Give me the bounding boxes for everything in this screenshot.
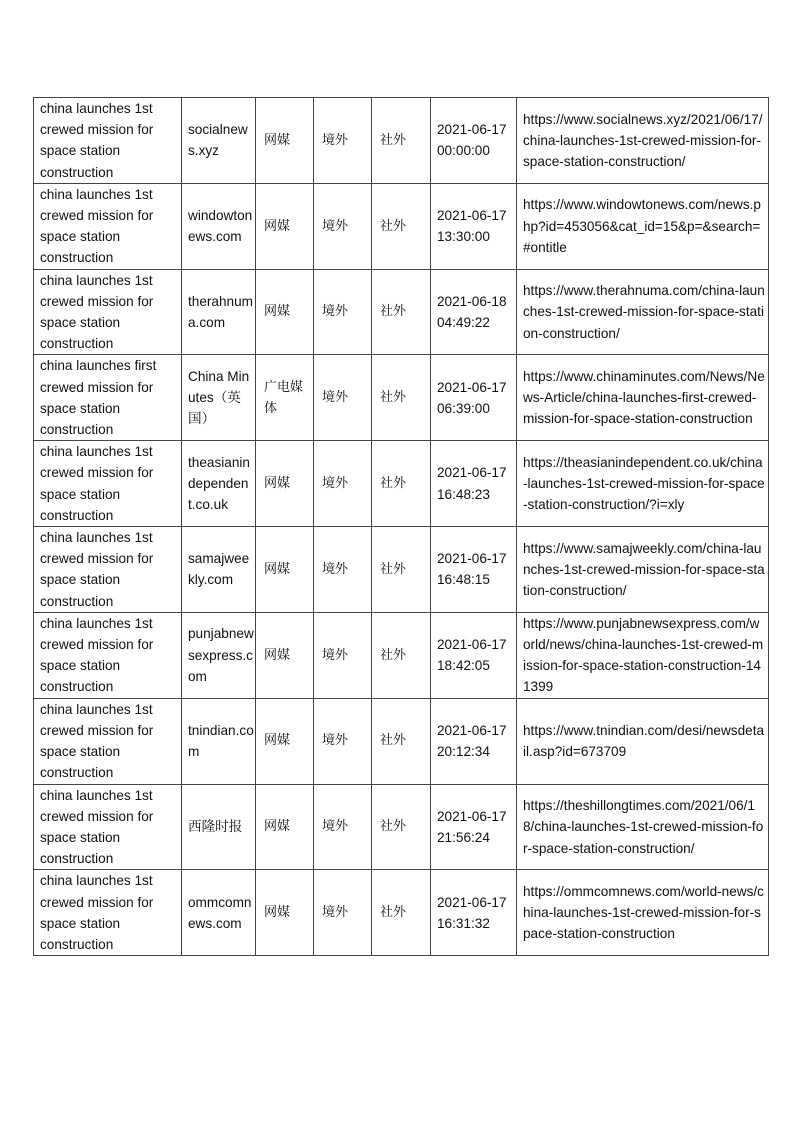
table-row [34, 784, 769, 870]
region-cell: 境外 [314, 441, 372, 527]
region-cell: 境外 [314, 98, 372, 184]
publish-time-cell: 2021-06-17 13:30:00 [431, 183, 517, 269]
publish-time-cell: 2021-06-17 16:31:32 [431, 870, 517, 956]
article-title-cell: china launches first crewed mission for space station construction [34, 355, 182, 441]
media-type-cell: 网媒 [256, 870, 314, 956]
url-cell: https://www.socialnews.xyz/2021/06/17/china-launches-1st-crewed-mission-for-space-station-construction/ [517, 98, 769, 184]
source-cell: socialnews.xyz [182, 98, 256, 184]
publish-time-cell: 2021-06-17 06:39:00 [431, 355, 517, 441]
region-cell: 境外 [314, 527, 372, 613]
region-cell: 境外 [314, 355, 372, 441]
publish-time-cell: 2021-06-18 04:49:22 [431, 269, 517, 355]
table-row [34, 527, 769, 613]
region-cell: 境外 [314, 870, 372, 956]
source-cell: China Minutes（英国） [182, 355, 256, 441]
organization-cell: 社外 [372, 870, 431, 956]
article-title-cell: china launches 1st crewed mission for space station construction [34, 612, 182, 698]
source-cell: 西隆时报 [182, 784, 256, 870]
table-row [34, 870, 769, 956]
source-cell: windowtonews.com [182, 183, 256, 269]
region-cell: 境外 [314, 183, 372, 269]
url-cell: https://www.therahnuma.com/china-launches-1st-crewed-mission-for-space-station-construction/ [517, 269, 769, 355]
source-cell: ommcomnews.com [182, 870, 256, 956]
article-title-cell: china launches 1st crewed mission for space station construction [34, 269, 182, 355]
organization-cell: 社外 [372, 269, 431, 355]
url-cell: https://www.samajweekly.com/china-launches-1st-crewed-mission-for-space-station-construction/ [517, 527, 769, 613]
publish-time-cell: 2021-06-17 16:48:15 [431, 527, 517, 613]
news-coverage-table [33, 97, 769, 956]
url-cell: https://ommcomnews.com/world-news/china-launches-1st-crewed-mission-for-space-station-construction [517, 870, 769, 956]
media-type-cell: 网媒 [256, 183, 314, 269]
article-title-cell: china launches 1st crewed mission for space station construction [34, 441, 182, 527]
organization-cell: 社外 [372, 355, 431, 441]
media-type-cell: 网媒 [256, 612, 314, 698]
article-title-cell: china launches 1st crewed mission for space station construction [34, 784, 182, 870]
region-cell: 境外 [314, 784, 372, 870]
source-cell: samajweekly.com [182, 527, 256, 613]
url-cell: https://theasianindependent.co.uk/china-launches-1st-crewed-mission-for-space-station-construction/?i=xly [517, 441, 769, 527]
source-cell: punjabnewsexpress.com [182, 612, 256, 698]
organization-cell: 社外 [372, 612, 431, 698]
url-cell: https://www.tnindian.com/desi/newsdetail.asp?id=673709 [517, 698, 769, 784]
article-title-cell: china launches 1st crewed mission for space station construction [34, 698, 182, 784]
organization-cell: 社外 [372, 183, 431, 269]
table-row [34, 183, 769, 269]
media-type-cell: 网媒 [256, 527, 314, 613]
region-cell: 境外 [314, 269, 372, 355]
source-cell: theasianindependent.co.uk [182, 441, 256, 527]
url-cell: https://www.windowtonews.com/news.php?id=453056&cat_id=15&p=&search=#ontitle [517, 183, 769, 269]
region-cell: 境外 [314, 612, 372, 698]
article-title-cell: china launches 1st crewed mission for space station construction [34, 870, 182, 956]
organization-cell: 社外 [372, 784, 431, 870]
media-type-cell: 网媒 [256, 98, 314, 184]
table-row [34, 441, 769, 527]
media-type-cell: 网媒 [256, 784, 314, 870]
source-cell: therahnuma.com [182, 269, 256, 355]
source-cell: tnindian.com [182, 698, 256, 784]
table-row [34, 269, 769, 355]
article-title-cell: china launches 1st crewed mission for space station construction [34, 527, 182, 613]
table-row [34, 98, 769, 184]
region-cell: 境外 [314, 698, 372, 784]
publish-time-cell: 2021-06-17 20:12:34 [431, 698, 517, 784]
table-row [34, 612, 769, 698]
table-row [34, 698, 769, 784]
media-type-cell: 网媒 [256, 698, 314, 784]
media-type-cell: 网媒 [256, 441, 314, 527]
article-title-cell: china launches 1st crewed mission for space station construction [34, 183, 182, 269]
publish-time-cell: 2021-06-17 18:42:05 [431, 612, 517, 698]
media-type-cell: 广电媒体 [256, 355, 314, 441]
url-cell: https://www.punjabnewsexpress.com/world/news/china-launches-1st-crewed-mission-for-space-station-construction-141399 [517, 612, 769, 698]
url-cell: https://www.chinaminutes.com/News/News-Article/china-launches-first-crewed-mission-for-space-station-construction [517, 355, 769, 441]
organization-cell: 社外 [372, 98, 431, 184]
publish-time-cell: 2021-06-17 00:00:00 [431, 98, 517, 184]
media-type-cell: 网媒 [256, 269, 314, 355]
table-row [34, 355, 769, 441]
publish-time-cell: 2021-06-17 21:56:24 [431, 784, 517, 870]
organization-cell: 社外 [372, 698, 431, 784]
organization-cell: 社外 [372, 527, 431, 613]
url-cell: https://theshillongtimes.com/2021/06/18/china-launches-1st-crewed-mission-for-space-station-construction/ [517, 784, 769, 870]
publish-time-cell: 2021-06-17 16:48:23 [431, 441, 517, 527]
article-title-cell: china launches 1st crewed mission for space station construction [34, 98, 182, 184]
organization-cell: 社外 [372, 441, 431, 527]
